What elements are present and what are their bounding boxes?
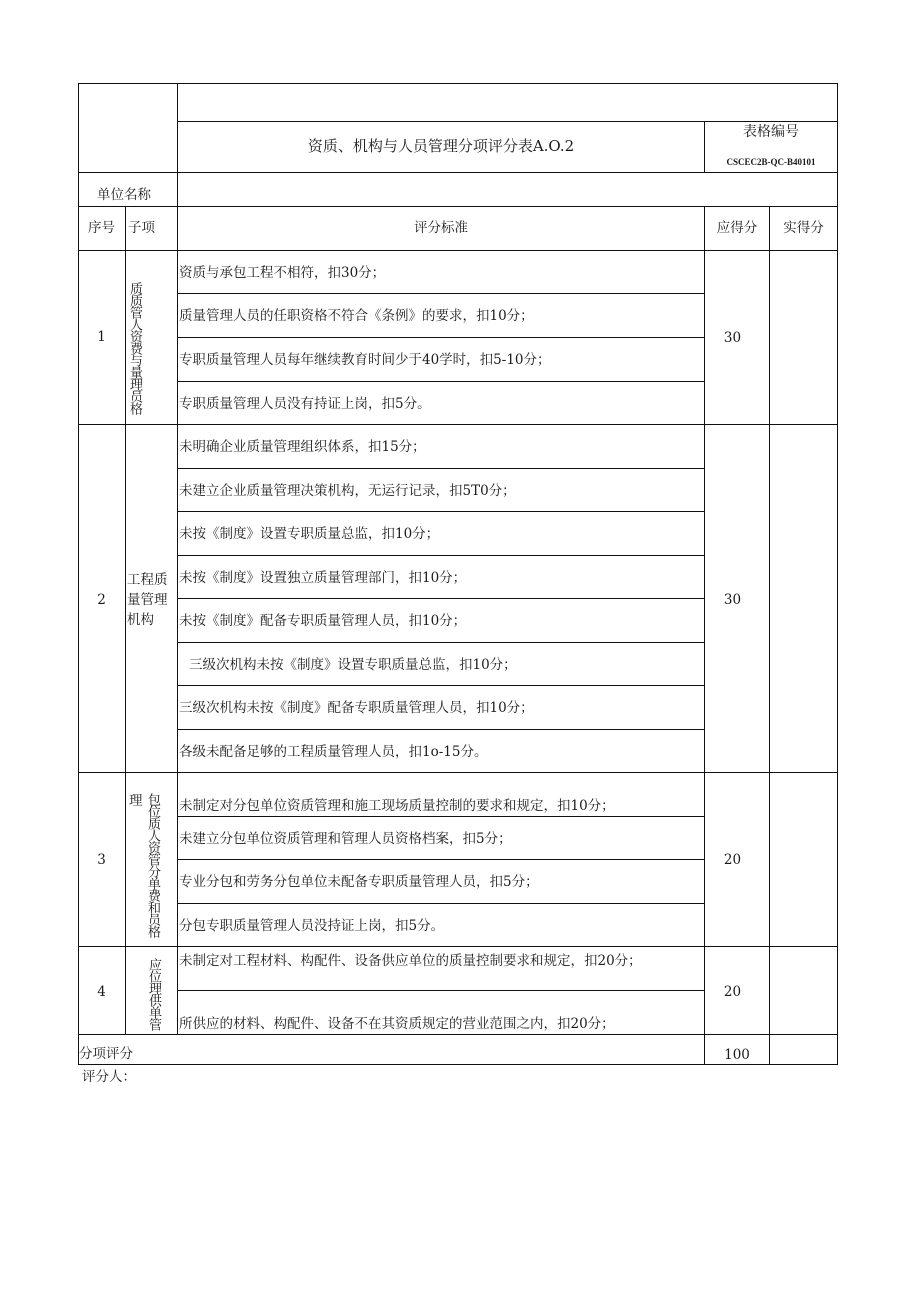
section-2-criterion-1: 未明确企业质量管理组织体系，扣15分； [179, 439, 426, 455]
section-1-sub: 质质管人资费与量理员格 [127, 282, 142, 414]
section-1-max: 30 [723, 330, 742, 346]
section-1-seq: 1 [97, 329, 106, 345]
col-header-sub: 子项 [128, 220, 155, 236]
section-4-max: 20 [723, 984, 742, 1000]
section-1-criterion-4: 专职质量管理人员没有持证上岗，扣5分。 [179, 396, 431, 412]
section-3-max: 20 [723, 852, 742, 868]
section-4-sub: 应位理供单管 [146, 958, 161, 1030]
section-1-criterion-2: 质量管理人员的任职资格不符合《条例》的要求，扣10分； [179, 308, 534, 324]
subtotal-value: 100 [724, 1047, 750, 1063]
col-header-criteria: 评分标准 [414, 220, 468, 236]
section-2-criterion-2: 未建立企业质量管理决策机构，无运行记录，扣5T0分； [179, 483, 516, 499]
col-header-actual: 实得分 [783, 220, 824, 236]
section-4-criterion-2: 所供应的材料、构配件、设备不在其资质规定的营业范围之内，扣20分； [179, 1016, 615, 1032]
section-3-sub-b: 包位质人资管分单费和员格 [145, 793, 160, 937]
section-2-criterion-8: 各级未配备足够的工程质量管理人员，扣1o-15分。 [179, 744, 488, 760]
col-header-max: 应得分 [716, 220, 758, 236]
section-2-max: 30 [723, 592, 742, 608]
section-2-criterion-4: 未按《制度》设置独立质量管理部门，扣10分； [179, 570, 467, 586]
section-4-criterion-1: 未制定对工程材料、构配件、设备供应单位的质量控制要求和规定，扣20分； [179, 953, 642, 969]
unit-name-label: 单位名称 [97, 187, 151, 203]
section-1-criterion-3: 专职质量管理人员每年继续教育时间少于40学时，扣5-10分； [179, 352, 551, 368]
form-title: 资质、机构与人员管理分项评分表A.O.2 [307, 137, 575, 155]
section-2-criterion-3: 未按《制度》设置专职质量总监，扣10分； [179, 526, 440, 542]
form-code-value: CSCEC2B-QC-B40101 [726, 157, 816, 167]
section-3-sub-a: 理 [129, 793, 143, 809]
section-1-criterion-1: 资质与承包工程不相符，扣30分； [179, 265, 386, 281]
section-3-criterion-3: 专业分包和劳务分包单位未配备专职质量管理人员，扣5分； [179, 874, 539, 890]
section-2-sub: 工程质量管理机构 [127, 572, 168, 628]
section-2-criterion-5: 未按《制度》配备专职质量管理人员，扣10分； [179, 613, 467, 629]
section-3-seq: 3 [97, 852, 106, 868]
scorer-label: 评分人： [82, 1069, 136, 1085]
section-2-seq: 2 [97, 592, 106, 608]
section-2-criterion-6: 三级次机构未按《制度》设置专职质量总监，扣10分； [189, 657, 517, 673]
section-3-criterion-1: 未制定对分包单位资质管理和施工现场质量控制的要求和规定，扣10分； [179, 798, 615, 814]
section-3-criterion-4: 分包专职质量管理人员没持证上岗，扣5分。 [179, 918, 445, 934]
form-code-label: 表格编号 [743, 124, 799, 140]
section-3-criterion-2: 未建立分包单位资质管理和管理人员资格档案，扣5分； [179, 831, 512, 847]
section-4-seq: 4 [97, 984, 106, 1000]
section-2-criterion-7: 三级次机构未按《制度》配备专职质量管理人员，扣10分； [179, 700, 534, 716]
col-header-seq: 序号 [88, 220, 115, 236]
subtotal-label: 分项评分 [79, 1046, 133, 1062]
